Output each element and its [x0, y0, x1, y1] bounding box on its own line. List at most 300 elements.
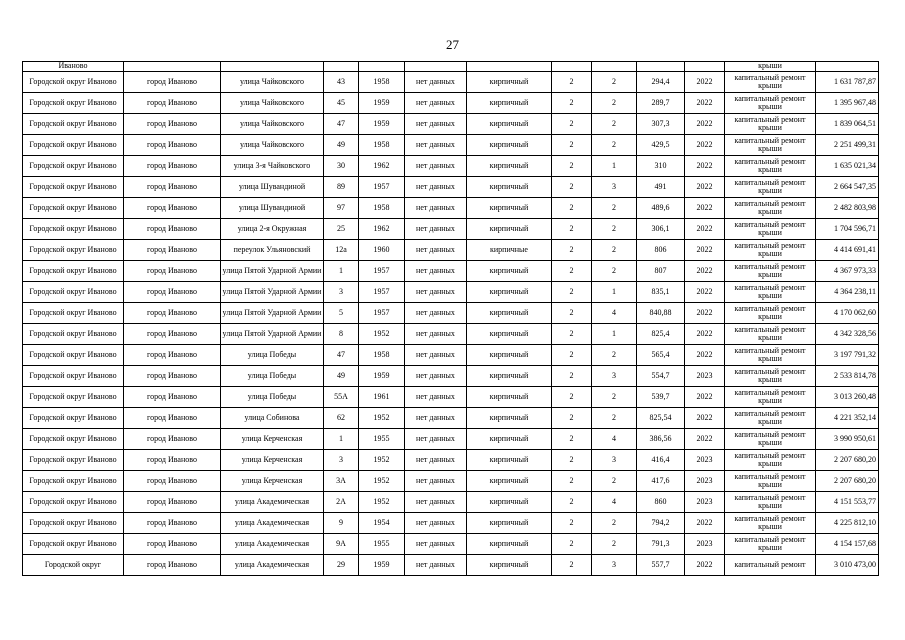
cell-entrances: 2: [592, 471, 637, 492]
cell-work: капитальный ремонт крыши: [725, 366, 816, 387]
cell-house: 49: [324, 135, 359, 156]
cell-wall-material: кирпичный: [467, 387, 552, 408]
cell-city: город Иваново: [124, 156, 221, 177]
cell-floors: 2: [552, 240, 592, 261]
cell-area: 491: [637, 177, 685, 198]
cell-area: 289,7: [637, 93, 685, 114]
cell-wall-material: кирпичный: [467, 429, 552, 450]
cell-street: улица Победы: [221, 387, 324, 408]
cell-year-privatization: нет данных: [405, 366, 467, 387]
cell-floors: 2: [552, 261, 592, 282]
cell-work: капитальный ремонт крыши: [725, 198, 816, 219]
cell-work: капитальный ремонт крыши: [725, 387, 816, 408]
cell-work: капитальный ремонт крыши: [725, 492, 816, 513]
cell-year-privatization: нет данных: [405, 261, 467, 282]
cell-area: 825,4: [637, 324, 685, 345]
cell-plan-year: 2022: [685, 429, 725, 450]
cell-street: улица Пятой Ударной Армии: [221, 324, 324, 345]
cell-cost: 1 635 021,34: [816, 156, 879, 177]
cell-year-privatization: нет данных: [405, 156, 467, 177]
cell-year-built: 1959: [359, 366, 405, 387]
cell-cost: 2 251 499,31: [816, 135, 879, 156]
cell-wall-material: кирпичный: [467, 513, 552, 534]
cell-house: 5: [324, 303, 359, 324]
cell-plan-year: 2022: [685, 345, 725, 366]
cell-plan-year: 2022: [685, 114, 725, 135]
cell-floors: 2: [552, 450, 592, 471]
cell-entrances: 3: [592, 177, 637, 198]
cell-street: улица Собинова: [221, 408, 324, 429]
cell-entrances: 2: [592, 345, 637, 366]
cell-work: капитальный ремонт крыши: [725, 429, 816, 450]
cell-city: город Иваново: [124, 450, 221, 471]
cell-year-built: 1957: [359, 177, 405, 198]
cell-street: улица 3-я Чайковского: [221, 156, 324, 177]
cell-work: капитальный ремонт крыши: [725, 261, 816, 282]
cell-floors: 2: [552, 177, 592, 198]
table-row: [23, 324, 879, 345]
cell-wall-material: кирпичный: [467, 408, 552, 429]
cell-year-privatization: нет данных: [405, 93, 467, 114]
cell-street: улица Академическая: [221, 513, 324, 534]
cell-floors: 2: [552, 555, 592, 576]
cell-district: Городской округ Иваново: [23, 93, 124, 114]
cell-wall-material: кирпичный: [467, 450, 552, 471]
cell-house: 45: [324, 93, 359, 114]
cell-area: 417,6: [637, 471, 685, 492]
cell-city: город Иваново: [124, 240, 221, 261]
cell-area: 825,54: [637, 408, 685, 429]
cell-floors: 2: [552, 345, 592, 366]
cell-area: 806: [637, 240, 685, 261]
cell-city: город Иваново: [124, 471, 221, 492]
cell-wall-material: кирпичный: [467, 261, 552, 282]
cell-area: 386,56: [637, 429, 685, 450]
cell-floors: 2: [552, 429, 592, 450]
cell-cost: 4 151 553,77: [816, 492, 879, 513]
cell-work: капитальный ремонт крыши: [725, 408, 816, 429]
cell-area: 860: [637, 492, 685, 513]
cell-district: Городской округ Иваново: [23, 261, 124, 282]
table-row: [23, 534, 879, 555]
cell-city: город Иваново: [124, 177, 221, 198]
cell-year-built: 1952: [359, 324, 405, 345]
cell-work: капитальный ремонт крыши: [725, 240, 816, 261]
cell-plan-year: [685, 62, 725, 72]
cell-city: город Иваново: [124, 261, 221, 282]
table-row: [23, 471, 879, 492]
cell-plan-year: 2022: [685, 135, 725, 156]
cell-wall-material: кирпичный: [467, 156, 552, 177]
cell-district: Городской округ Иваново: [23, 492, 124, 513]
cell-district: Городской округ Иваново: [23, 345, 124, 366]
cell-year-built: 1952: [359, 471, 405, 492]
cell-entrances: 2: [592, 72, 637, 93]
cell-wall-material: кирпичный: [467, 366, 552, 387]
table-row: [23, 240, 879, 261]
cell-year-privatization: [405, 62, 467, 72]
cell-floors: 2: [552, 135, 592, 156]
cell-house: 2А: [324, 492, 359, 513]
cell-house: 1: [324, 261, 359, 282]
cell-house: 47: [324, 345, 359, 366]
cell-cost: 2 664 547,35: [816, 177, 879, 198]
cell-floors: 2: [552, 492, 592, 513]
cell-year-privatization: нет данных: [405, 114, 467, 135]
table-row: [23, 156, 879, 177]
cell-plan-year: 2022: [685, 198, 725, 219]
cell-house: 29: [324, 555, 359, 576]
cell-entrances: 2: [592, 198, 637, 219]
cell-year-built: 1960: [359, 240, 405, 261]
cell-year-built: 1957: [359, 303, 405, 324]
cell-wall-material: кирпичный: [467, 219, 552, 240]
cell-area: 307,3: [637, 114, 685, 135]
cell-wall-material: кирпичные: [467, 240, 552, 261]
cell-area: 807: [637, 261, 685, 282]
cell-wall-material: кирпичный: [467, 198, 552, 219]
cell-year-built: 1961: [359, 387, 405, 408]
cell-wall-material: кирпичный: [467, 324, 552, 345]
cell-entrances: 2: [592, 135, 637, 156]
cell-wall-material: кирпичный: [467, 177, 552, 198]
cell-wall-material: кирпичный: [467, 345, 552, 366]
cell-entrances: 2: [592, 513, 637, 534]
cell-year-privatization: нет данных: [405, 135, 467, 156]
cell-house: 62: [324, 408, 359, 429]
cell-street: улица 2-я Окружная: [221, 219, 324, 240]
cell-floors: 2: [552, 534, 592, 555]
cell-plan-year: 2022: [685, 219, 725, 240]
cell-district: Городской округ Иваново: [23, 156, 124, 177]
cell-floors: 2: [552, 324, 592, 345]
cell-plan-year: 2022: [685, 513, 725, 534]
cell-district: Городской округ Иваново: [23, 513, 124, 534]
cell-cost: 1 839 064,51: [816, 114, 879, 135]
cell-area: 306,1: [637, 219, 685, 240]
cell-work: капитальный ремонт крыши: [725, 282, 816, 303]
cell-wall-material: кирпичный: [467, 303, 552, 324]
cell-work: капитальный ремонт крыши: [725, 72, 816, 93]
table-row: [23, 114, 879, 135]
cell-area: 310: [637, 156, 685, 177]
cell-year-built: [359, 62, 405, 72]
cell-cost: 2 207 680,20: [816, 471, 879, 492]
cell-street: улица Победы: [221, 345, 324, 366]
table-row: [23, 450, 879, 471]
cell-city: город Иваново: [124, 198, 221, 219]
cell-cost: 4 170 062,60: [816, 303, 879, 324]
table-row-carry-over: [23, 62, 879, 72]
cell-house: 9: [324, 513, 359, 534]
cell-plan-year: 2023: [685, 534, 725, 555]
cell-house: 12а: [324, 240, 359, 261]
cell-district: Городской округ Иваново: [23, 471, 124, 492]
cell-year-built: 1958: [359, 345, 405, 366]
cell-year-built: 1958: [359, 135, 405, 156]
cell-work: капитальный ремонт крыши: [725, 450, 816, 471]
cell-entrances: 4: [592, 303, 637, 324]
cell-city: город Иваново: [124, 492, 221, 513]
cell-city: город Иваново: [124, 513, 221, 534]
table-row: [23, 93, 879, 114]
cell-street: улица Победы: [221, 366, 324, 387]
cell-year-built: 1954: [359, 513, 405, 534]
cell-entrances: 4: [592, 429, 637, 450]
cell-district: Городской округ Иваново: [23, 114, 124, 135]
cell-floors: 2: [552, 303, 592, 324]
cell-street: [221, 62, 324, 72]
table-row: [23, 261, 879, 282]
cell-city: город Иваново: [124, 114, 221, 135]
table-row: [23, 219, 879, 240]
cell-year-privatization: нет данных: [405, 72, 467, 93]
cell-city: город Иваново: [124, 534, 221, 555]
cell-district: Городской округ Иваново: [23, 408, 124, 429]
cell-year-built: 1959: [359, 114, 405, 135]
table-row: [23, 198, 879, 219]
cell-district: Городской округ Иваново: [23, 177, 124, 198]
cell-floors: 2: [552, 282, 592, 303]
table-row: [23, 492, 879, 513]
cell-area: 294,4: [637, 72, 685, 93]
cell-city: город Иваново: [124, 303, 221, 324]
cell-house: 55А: [324, 387, 359, 408]
cell-wall-material: кирпичный: [467, 492, 552, 513]
cell-street: улица Академическая: [221, 534, 324, 555]
cell-house: 49: [324, 366, 359, 387]
cell-house: [324, 62, 359, 72]
cell-street: улица Шувандиной: [221, 177, 324, 198]
cell-year-privatization: нет данных: [405, 555, 467, 576]
cell-area: 416,4: [637, 450, 685, 471]
cell-work: капитальный ремонт: [725, 555, 816, 576]
cell-floors: 2: [552, 156, 592, 177]
cell-entrances: 2: [592, 408, 637, 429]
cell-work: капитальный ремонт крыши: [725, 345, 816, 366]
table-row: [23, 72, 879, 93]
cell-work: капитальный ремонт крыши: [725, 219, 816, 240]
cell-city: город Иваново: [124, 429, 221, 450]
cell-year-privatization: нет данных: [405, 324, 467, 345]
cell-plan-year: 2023: [685, 492, 725, 513]
cell-work: капитальный ремонт крыши: [725, 513, 816, 534]
cell-plan-year: 2022: [685, 324, 725, 345]
cell-plan-year: 2022: [685, 177, 725, 198]
cell-house: 9А: [324, 534, 359, 555]
cell-entrances: 4: [592, 492, 637, 513]
cell-cost: 2 207 680,20: [816, 450, 879, 471]
cell-house: 3А: [324, 471, 359, 492]
cell-city: город Иваново: [124, 135, 221, 156]
cell-year-privatization: нет данных: [405, 345, 467, 366]
cell-cost: 2 482 803,98: [816, 198, 879, 219]
cell-floors: 2: [552, 366, 592, 387]
cell-year-privatization: нет данных: [405, 198, 467, 219]
cell-entrances: 2: [592, 261, 637, 282]
cell-city: город Иваново: [124, 219, 221, 240]
cell-cost: [816, 62, 879, 72]
cell-district: Городской округ: [23, 555, 124, 576]
cell-plan-year: 2022: [685, 72, 725, 93]
cell-year-privatization: нет данных: [405, 177, 467, 198]
cell-city: город Иваново: [124, 324, 221, 345]
cell-year-privatization: нет данных: [405, 429, 467, 450]
cell-street: улица Академическая: [221, 492, 324, 513]
cell-district: Городской округ Иваново: [23, 366, 124, 387]
cell-entrances: 1: [592, 324, 637, 345]
cell-entrances: 2: [592, 219, 637, 240]
cell-city: город Иваново: [124, 345, 221, 366]
cell-year-built: 1952: [359, 450, 405, 471]
cell-year-built: 1958: [359, 72, 405, 93]
cell-district: Городской округ Иваново: [23, 240, 124, 261]
cell-plan-year: 2022: [685, 387, 725, 408]
cell-cost: 4 414 691,41: [816, 240, 879, 261]
cell-cost: 1 395 967,48: [816, 93, 879, 114]
cell-floors: 2: [552, 219, 592, 240]
cell-entrances: 1: [592, 282, 637, 303]
cell-plan-year: 2022: [685, 303, 725, 324]
cell-house: 43: [324, 72, 359, 93]
cell-work: капитальный ремонт крыши: [725, 471, 816, 492]
cell-year-privatization: нет данных: [405, 240, 467, 261]
cell-year-built: 1957: [359, 261, 405, 282]
cell-floors: [552, 62, 592, 72]
cell-district: Иваново: [23, 62, 124, 72]
cell-house: 25: [324, 219, 359, 240]
cell-house: 8: [324, 324, 359, 345]
cell-entrances: 2: [592, 534, 637, 555]
cell-entrances: 3: [592, 555, 637, 576]
cell-plan-year: 2022: [685, 282, 725, 303]
cell-street: улица Академическая: [221, 555, 324, 576]
cell-year-built: 1959: [359, 555, 405, 576]
cell-street: улица Пятой Ударной Армии: [221, 303, 324, 324]
cell-floors: 2: [552, 387, 592, 408]
table-row: [23, 135, 879, 156]
cell-area: 489,6: [637, 198, 685, 219]
cell-cost: 4 221 352,14: [816, 408, 879, 429]
cell-city: город Иваново: [124, 72, 221, 93]
cell-floors: 2: [552, 72, 592, 93]
cell-year-privatization: нет данных: [405, 387, 467, 408]
table-body: [23, 62, 879, 576]
cell-cost: 4 364 238,11: [816, 282, 879, 303]
cell-cost: 3 013 260,48: [816, 387, 879, 408]
cell-floors: 2: [552, 513, 592, 534]
cell-district: Городской округ Иваново: [23, 387, 124, 408]
cell-area: 565,4: [637, 345, 685, 366]
cell-year-privatization: нет данных: [405, 219, 467, 240]
cell-year-built: 1959: [359, 93, 405, 114]
cell-area: 835,1: [637, 282, 685, 303]
cell-wall-material: кирпичный: [467, 282, 552, 303]
cell-year-built: 1955: [359, 429, 405, 450]
table-row: [23, 282, 879, 303]
cell-cost: 1 631 787,87: [816, 72, 879, 93]
cell-cost: 2 533 814,78: [816, 366, 879, 387]
cell-wall-material: кирпичный: [467, 534, 552, 555]
cell-area: [637, 62, 685, 72]
cell-plan-year: 2023: [685, 450, 725, 471]
cell-street: улица Керченская: [221, 471, 324, 492]
table-row: [23, 513, 879, 534]
table-row: [23, 555, 879, 576]
cell-house: 3: [324, 282, 359, 303]
cell-entrances: 2: [592, 114, 637, 135]
cell-house: 89: [324, 177, 359, 198]
cell-plan-year: 2023: [685, 366, 725, 387]
cell-entrances: 3: [592, 450, 637, 471]
cell-work: капитальный ремонт крыши: [725, 324, 816, 345]
cell-district: Городской округ Иваново: [23, 282, 124, 303]
cell-year-built: 1957: [359, 282, 405, 303]
cell-street: улица Керченская: [221, 450, 324, 471]
cell-city: город Иваново: [124, 387, 221, 408]
cell-plan-year: 2023: [685, 471, 725, 492]
cell-city: город Иваново: [124, 408, 221, 429]
cell-plan-year: 2022: [685, 555, 725, 576]
cell-cost: 4 225 812,10: [816, 513, 879, 534]
cell-entrances: 2: [592, 93, 637, 114]
cell-wall-material: кирпичный: [467, 471, 552, 492]
cell-year-privatization: нет данных: [405, 471, 467, 492]
cell-entrances: 3: [592, 366, 637, 387]
cell-work: капитальный ремонт крыши: [725, 534, 816, 555]
table-row: [23, 177, 879, 198]
cell-district: Городской округ Иваново: [23, 324, 124, 345]
cell-house: 1: [324, 429, 359, 450]
cell-work: крыши: [725, 62, 816, 72]
cell-area: 429,5: [637, 135, 685, 156]
cell-plan-year: 2022: [685, 261, 725, 282]
cell-area: 791,3: [637, 534, 685, 555]
cell-year-privatization: нет данных: [405, 408, 467, 429]
cell-wall-material: [467, 62, 552, 72]
cell-city: город Иваново: [124, 93, 221, 114]
housing-repair-table: [22, 61, 879, 576]
cell-entrances: 1: [592, 156, 637, 177]
table-row: [23, 408, 879, 429]
cell-work: капитальный ремонт крыши: [725, 114, 816, 135]
cell-work: капитальный ремонт крыши: [725, 93, 816, 114]
cell-street: переулок Ульяновский: [221, 240, 324, 261]
cell-work: капитальный ремонт крыши: [725, 156, 816, 177]
cell-area: 794,2: [637, 513, 685, 534]
cell-work: капитальный ремонт крыши: [725, 177, 816, 198]
cell-cost: 3 197 791,32: [816, 345, 879, 366]
page-number: 27: [446, 37, 459, 52]
cell-street: улица Чайковского: [221, 114, 324, 135]
cell-work: капитальный ремонт крыши: [725, 303, 816, 324]
table-row: [23, 429, 879, 450]
cell-house: 47: [324, 114, 359, 135]
cell-plan-year: 2022: [685, 240, 725, 261]
cell-cost: 1 704 596,71: [816, 219, 879, 240]
cell-city: [124, 62, 221, 72]
cell-area: 557,7: [637, 555, 685, 576]
cell-floors: 2: [552, 198, 592, 219]
cell-district: Городской округ Иваново: [23, 429, 124, 450]
cell-year-built: 1962: [359, 219, 405, 240]
cell-year-privatization: нет данных: [405, 303, 467, 324]
cell-floors: 2: [552, 93, 592, 114]
table-row: [23, 303, 879, 324]
cell-year-privatization: нет данных: [405, 282, 467, 303]
cell-area: 840,88: [637, 303, 685, 324]
cell-wall-material: кирпичный: [467, 555, 552, 576]
